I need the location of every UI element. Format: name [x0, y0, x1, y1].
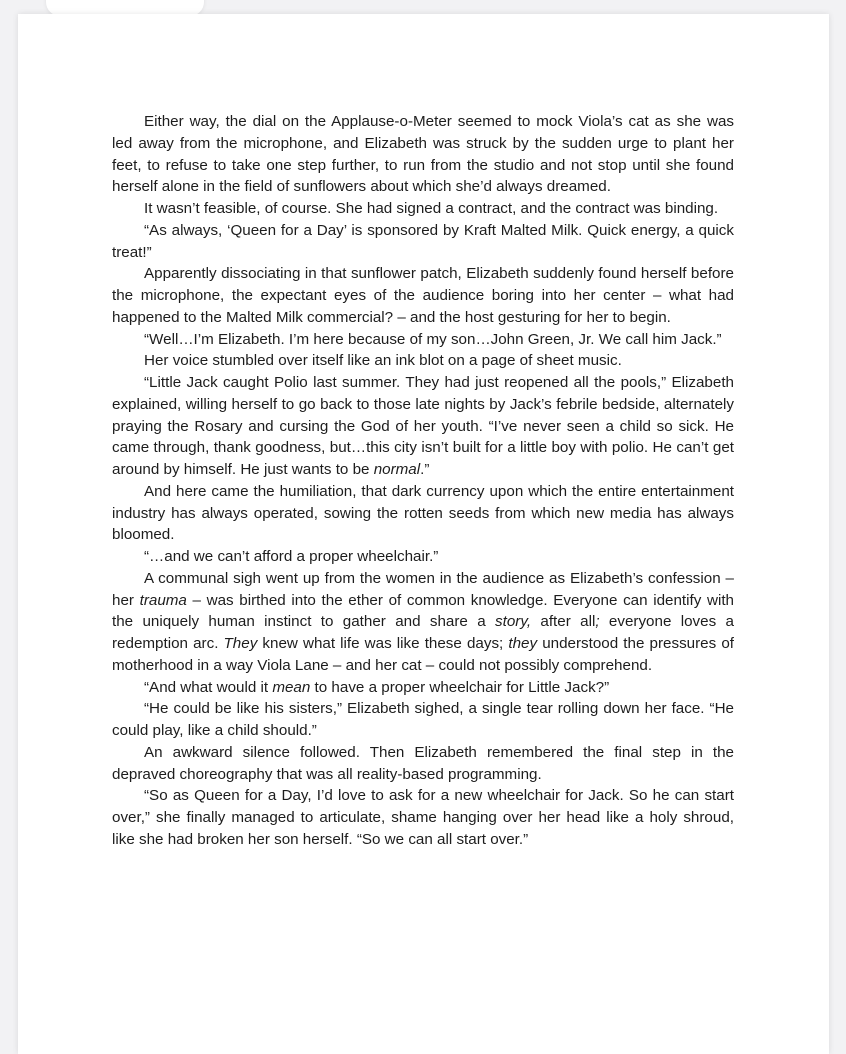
paragraph	[112, 546, 734, 568]
italic-text-run: ;	[595, 613, 600, 631]
paragraph	[112, 372, 734, 481]
paragraph	[112, 329, 734, 351]
text-run: Either way, the dial on the Applause-o-Meter seemed to mock Viola’s cat as she was led away from the microphone, and Elizabeth was struck by the sudden urge to plant her feet, to refuse to take one step further, to run from the studio and not stop until she found herself alone in the field of sunflowers about which she’d always dreamed.	[112, 113, 734, 196]
text-run: understood the pressures of motherhood in a way Viola Lane – and her cat – could not possibly comprehend.	[112, 635, 734, 674]
paragraph	[112, 350, 734, 372]
text-run: knew what life was like these days;	[257, 635, 509, 652]
text-run: A communal sigh went up from the women in the audience as Elizabeth’s confession – her	[112, 569, 734, 609]
text-run: after all	[531, 613, 596, 631]
text-run: .”	[420, 461, 430, 478]
italic-text-run: normal	[373, 461, 421, 478]
italic-text-run: story,	[495, 613, 532, 631]
text-run: And here came the humiliation, that dark currency upon which the entire entertainment industry has always operated, sowing the rotten seeds from which new media has always bloomed.	[112, 482, 734, 544]
italic-text-run: trauma	[139, 591, 187, 609]
paragraph	[112, 677, 734, 699]
paragraph	[112, 742, 734, 786]
text-run: An awkward silence followed. Then Elizabeth remembered the final step in the depraved choreography that was all reality-based programming.	[112, 743, 734, 783]
text-run: “So as Queen for a Day, I’d love to ask for a new wheelchair for Jack. So he can start over,” she finally managed to articulate, shame hanging over her head like a holy shroud, like she had broken her son herself. “So we can all start over.”	[112, 787, 734, 848]
text-run: everyone loves a redemption arc.	[112, 613, 734, 652]
paragraph	[112, 111, 734, 198]
paragraph	[112, 198, 734, 220]
text-run: “…and we can’t afford a proper wheelchair.”	[144, 548, 439, 565]
text-run: “As always, ‘Queen for a Day’ is sponsored by Kraft Malted Milk. Quick energy, a quick treat!”	[112, 221, 734, 261]
text-run: “Little Jack caught Polio last summer. They had just reopened all the pools,” Elizabeth explained, willing herself to go back to those late nights by Jack’s febrile bedside, alternately praying the Rosary and cursing the God of her youth. “I’ve never seen a child so sick. He came through, thank goodness, but…this city isn’t built for a little boy with polio. He can’t get around by himself. He just wants to be	[112, 374, 734, 478]
text-run: to have a proper wheelchair for Little Jack?”	[310, 678, 610, 696]
text-run: “Well…I’m Elizabeth. I’m here because of my son…John Green, Jr. We call him Jack.”	[144, 330, 722, 348]
italic-text-run: mean	[272, 678, 311, 696]
document-body-text	[112, 111, 734, 851]
text-run: Apparently dissociating in that sunflower patch, Elizabeth suddenly found herself before the microphone, the expectant eyes of the audience boring into her center – what had happened to the Malted Milk commercial? – and the host gesturing for her to begin.	[112, 265, 734, 326]
text-run: “And what would it	[144, 678, 273, 696]
paragraph	[112, 263, 734, 328]
text-run: Her voice stumbled over itself like an ink blot on a page of sheet music.	[144, 352, 622, 370]
paragraph	[112, 698, 734, 742]
paragraph	[112, 481, 734, 546]
paragraph	[112, 568, 734, 677]
document-page	[18, 14, 829, 1054]
italic-text-run: They	[223, 635, 258, 652]
paragraph	[112, 785, 734, 850]
text-run: “He could be like his sisters,” Elizabeth sighed, a single tear rolling down her face. “He could play, like a child should.”	[112, 700, 734, 739]
text-run: – was birthed into the ether of common knowledge. Everyone can identify with the uniquely human instinct to gather and share a	[112, 591, 734, 631]
paragraph	[112, 220, 734, 264]
text-run: It wasn’t feasible, of course. She had signed a contract, and the contract was binding.	[144, 200, 719, 217]
italic-text-run: they	[508, 635, 538, 652]
